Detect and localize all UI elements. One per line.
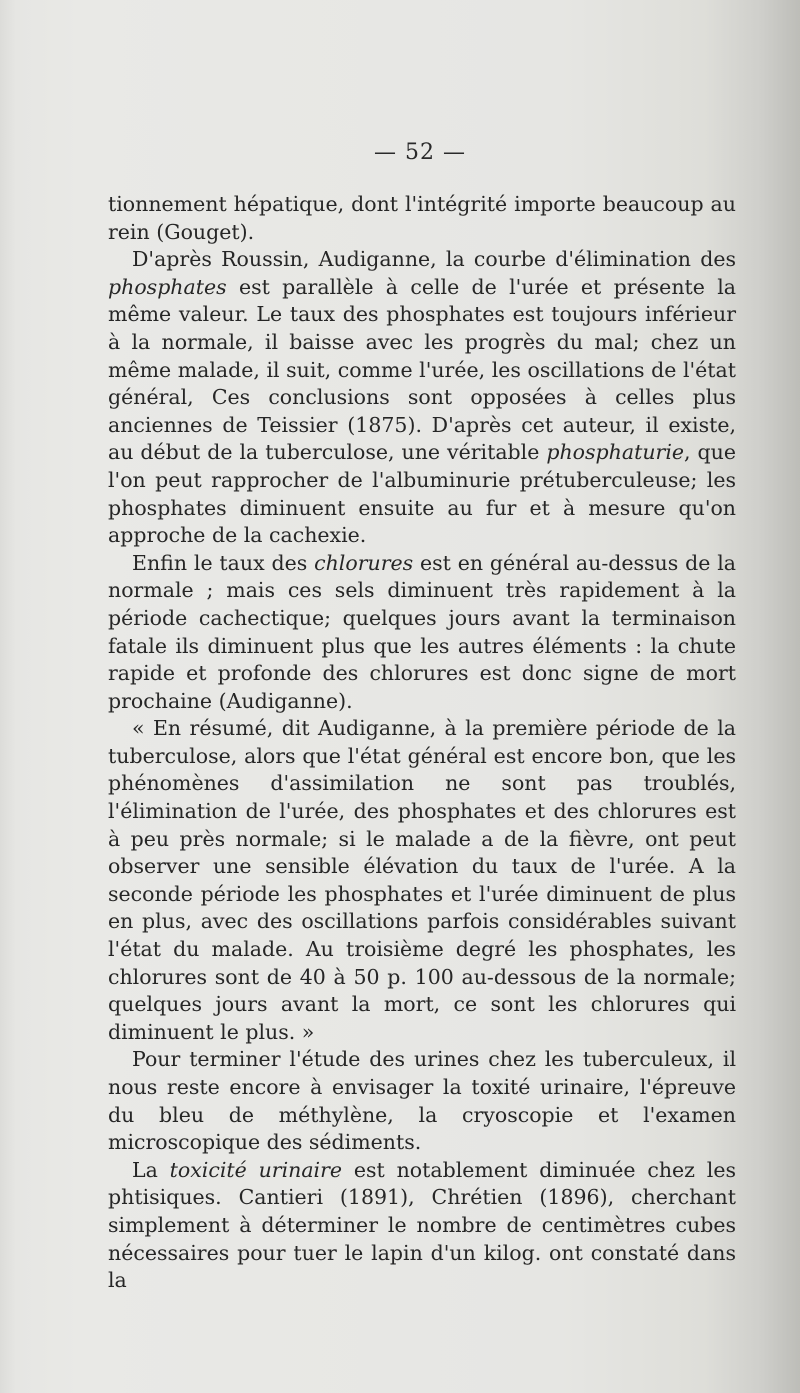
paragraph-text: tionnement hépatique, dont l'intégrité importe beaucoup au rein (Gouget). bbox=[108, 192, 736, 244]
paragraph-2 bbox=[108, 246, 736, 550]
italic-term: phosphates bbox=[108, 274, 227, 299]
paragraph-4 bbox=[108, 715, 736, 1046]
page-number: — 52 — bbox=[374, 140, 466, 165]
paragraph-3 bbox=[108, 550, 736, 716]
paragraph-1 bbox=[108, 191, 736, 246]
italic-term: phosphaturie bbox=[546, 440, 685, 465]
paragraph-text: est en général au-dessus de la normale ; mais ces sels diminuent très rapidement à la période cachectique; quelques jours avant la terminaison fatale ils diminuent plus que les autres éléments : la chute rapide et profonde des chlorures est donc signe de mort prochaine (Audiganne). bbox=[108, 550, 736, 713]
italic-term: chlorures bbox=[314, 550, 414, 575]
paragraph-text: « En résumé, dit Audiganne, à la première période de la tuberculose, alors que l'état général est encore bon, que les phénomènes d'assimilation ne sont pas troublés, l'élimination de l'urée, des phosphates et des chlorures est à peu près normale; si le malade a de la fièvre, ont peut observer une sensible élévation du taux de l'urée. A la seconde période les phosphates et l'urée diminuent de plus en plus, avec des oscillations parfois considérables suivant l'état du malade. Au troisième degré les phosphates, les chlorures sont de 40 à 50 p. 100 au-dessous de la normale; quelques jours avant la mort, ce sont les chlorures qui diminuent le plus. » bbox=[108, 716, 736, 1044]
italic-term: toxicité urinaire bbox=[169, 1157, 343, 1182]
paragraph-text: D'après Roussin, Audiganne, la courbe d'élimination des bbox=[132, 247, 736, 272]
body-text bbox=[108, 191, 736, 1295]
paragraph-text: est notablement diminuée chez les phtisiques. Cantieri (1891), Chrétien (1896), cherchant simplement à déterminer le nombre de centimètres cubes nécessaires pour tuer le lapin d'un kilog. ont constaté dans la bbox=[108, 1157, 736, 1293]
paragraph-6 bbox=[108, 1157, 736, 1295]
paragraph-text: est parallèle à celle de l'urée et présente la même valeur. Le taux des phosphates est toujours inférieur à la normale, il baisse avec les progrès du mal; chez un même malade, il suit, comme l'urée, les oscillations de l'état général, Ces conclusions sont opposées à celles plus anciennes de Teissier (1875). D'après cet auteur, il existe, au début de la tuberculose, une véritable bbox=[108, 274, 736, 465]
paragraph-text: , que l'on peut rapprocher de l'albuminurie prétuberculeuse; les phosphates diminuent ensuite au fur et à mesure qu'on approche de la cachexie. bbox=[108, 440, 736, 548]
paragraph-text: Enfin le taux des bbox=[132, 550, 315, 575]
paragraph-text: La bbox=[132, 1157, 170, 1182]
paragraph-text: Pour terminer l'étude des urines chez les tuberculeux, il nous reste encore à envisager la toxité urinaire, l'épreuve du bleu de méthylène, la cryoscopie et l'examen microscopique des sédiments. bbox=[108, 1047, 736, 1155]
paragraph-5 bbox=[108, 1046, 736, 1156]
